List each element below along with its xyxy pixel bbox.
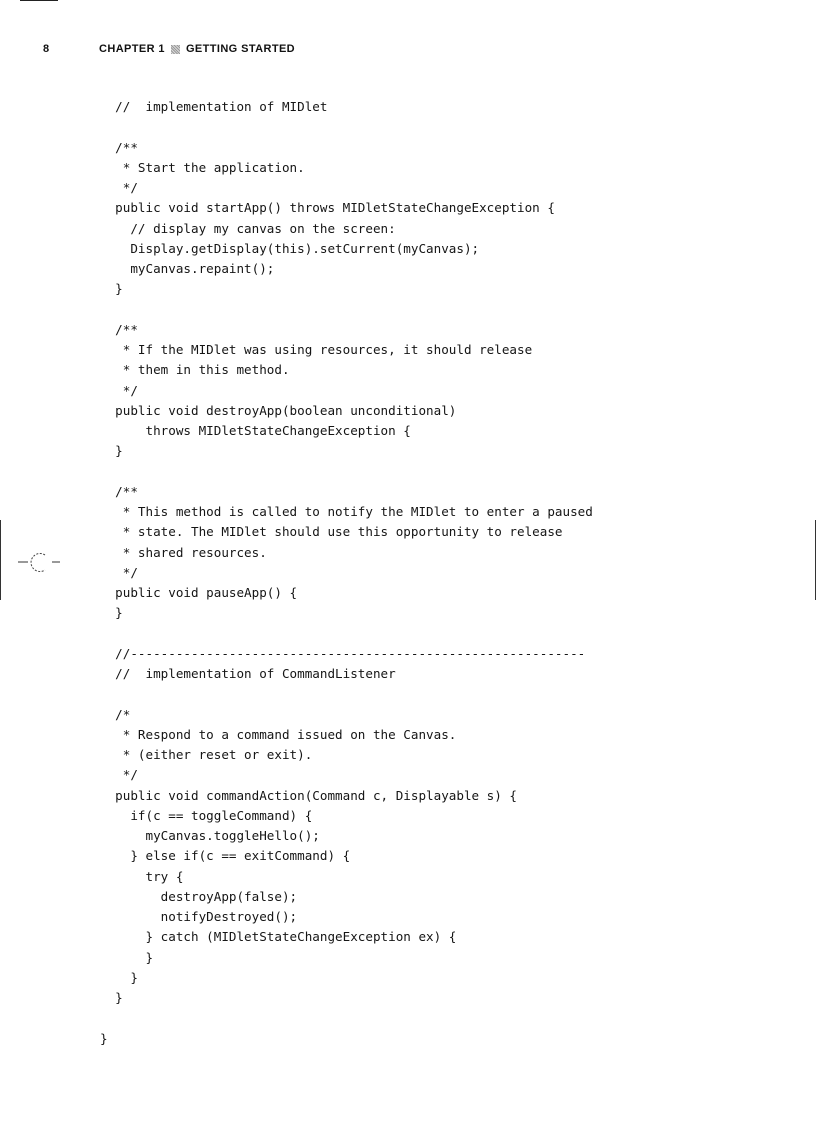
page-number: 8 — [43, 43, 50, 55]
code-line: * (either reset or exit). — [100, 747, 313, 762]
code-line: * Start the application. — [100, 159, 305, 175]
code-line — [100, 1008, 593, 1028]
code-line: public void startApp() throws MIDletStateChangeException { — [100, 200, 555, 216]
code-line: } — [100, 1030, 108, 1046]
code-line — [100, 300, 593, 320]
code-line: public void pauseApp() { — [100, 585, 298, 600]
code-line: } — [100, 969, 138, 985]
registration-mark-icon — [18, 548, 62, 578]
code-line: /** — [100, 483, 138, 499]
code-line: throws MIDletStateChangeException { — [100, 423, 411, 438]
code-line: * If the MIDlet was using resources, it should release — [100, 342, 533, 357]
code-line: destroyApp(false); — [100, 888, 298, 904]
code-line: * Respond to a command issued on the Canvas. — [100, 726, 457, 742]
code-line: if(c == toggleCommand) { — [100, 807, 313, 823]
code-line: * shared resources. — [100, 544, 267, 560]
code-line: // implementation of MIDlet — [100, 99, 328, 114]
code-line: /** — [100, 139, 138, 155]
code-line: } catch (MIDletStateChangeException ex) { — [100, 929, 457, 945]
code-line: } — [100, 443, 123, 459]
chapter-heading — [99, 43, 295, 55]
running-head — [0, 43, 816, 59]
code-line: // implementation of CommandListener — [100, 666, 396, 681]
code-line: try { — [100, 868, 184, 884]
code-line: /* — [100, 706, 131, 722]
code-line — [100, 117, 593, 137]
code-line: public void commandAction(Command c, Displayable s) { — [100, 787, 518, 803]
code-line — [100, 624, 593, 644]
code-line: Display.getDisplay(this).setCurrent(myCanvas); — [100, 240, 480, 256]
code-line: } — [100, 281, 123, 297]
code-line: /** — [100, 321, 138, 337]
code-line: //------------------------------------------------------------ — [100, 645, 586, 661]
code-line: // display my canvas on the screen: — [100, 220, 396, 236]
code-line: myCanvas.toggleHello(); — [100, 828, 320, 843]
code-line: myCanvas.repaint(); — [100, 261, 275, 276]
code-line: */ — [100, 382, 138, 398]
code-line — [100, 684, 593, 704]
code-line: * state. The MIDlet should use this opportunity to release — [100, 524, 563, 540]
chapter-title: GETTING STARTED — [185, 43, 296, 55]
code-line: } — [100, 990, 123, 1005]
chapter-label: CHAPTER 1 — [99, 43, 165, 55]
code-line: notifyDestroyed(); — [100, 909, 298, 924]
code-line: public void destroyApp(boolean unconditional) — [100, 402, 457, 418]
code-line: } else if(c == exitCommand) { — [100, 848, 351, 864]
crop-mark-left — [0, 520, 1, 600]
code-line: */ — [100, 767, 138, 783]
chapter-separator-icon — [171, 45, 180, 54]
code-line: * them in this method. — [100, 362, 290, 378]
code-line: } — [100, 605, 123, 621]
code-line: */ — [100, 564, 138, 580]
code-listing — [100, 97, 593, 1049]
code-line: } — [100, 949, 154, 965]
code-line — [100, 462, 593, 482]
code-line: */ — [100, 180, 138, 195]
top-margin-rule — [20, 0, 58, 1]
code-line: * This method is called to notify the MIDlet to enter a paused — [100, 504, 593, 519]
